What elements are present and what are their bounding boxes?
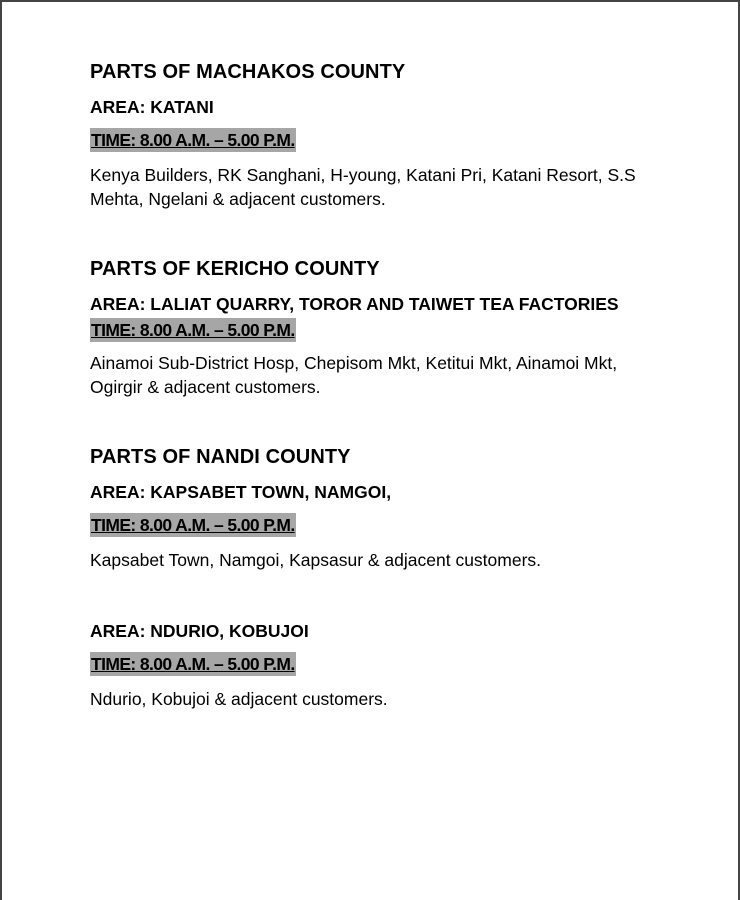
county-heading: PARTS OF MACHAKOS COUNTY xyxy=(90,61,406,83)
time-highlight: TIME: 8.00 A.M. – 5.00 P.M. xyxy=(91,130,295,150)
area-heading xyxy=(90,291,650,343)
area-heading: AREA: KATANI xyxy=(90,97,214,117)
affected-areas-text: Ndurio, Kobujoi & adjacent customers. xyxy=(90,689,388,709)
time-line xyxy=(90,128,650,155)
area-heading-text: AREA: LALIAT QUARRY, TOROR AND TAIWET TEA FACTORIES xyxy=(90,294,619,314)
time-highlight: TIME: 8.00 A.M. – 5.00 P.M. xyxy=(91,654,295,674)
section-nandi xyxy=(90,445,650,572)
time-line xyxy=(90,652,650,679)
area-heading: AREA: KAPSABET TOWN, NAMGOI, xyxy=(90,482,392,502)
affected-areas-text: Kenya Builders, RK Sanghani, H-young, Katani Pri, Katani Resort, S.S Mehta, Ngelani & adjacent customers. xyxy=(90,165,636,209)
time-highlight: TIME: 8.00 A.M. – 5.00 P.M. xyxy=(91,515,295,535)
section-machakos xyxy=(90,60,650,211)
section-kericho xyxy=(90,257,650,399)
time-line xyxy=(90,513,650,540)
document-content xyxy=(90,60,650,757)
time-highlight: TIME: 8.00 A.M. – 5.00 P.M. xyxy=(91,320,295,340)
county-heading: PARTS OF KERICHO COUNTY xyxy=(90,258,380,280)
affected-areas-text: Kapsabet Town, Namgoi, Kapsasur & adjacent customers. xyxy=(90,550,542,570)
section-nandi-ndurio xyxy=(90,618,650,711)
county-heading: PARTS OF NANDI COUNTY xyxy=(90,446,351,468)
affected-areas-text: Ainamoi Sub-District Hosp, Chepisom Mkt, Ketitui Mkt, Ainamoi Mkt, Ogirgir & adjacent customers. xyxy=(90,353,618,397)
area-heading: AREA: NDURIO, KOBUJOI xyxy=(90,621,309,641)
